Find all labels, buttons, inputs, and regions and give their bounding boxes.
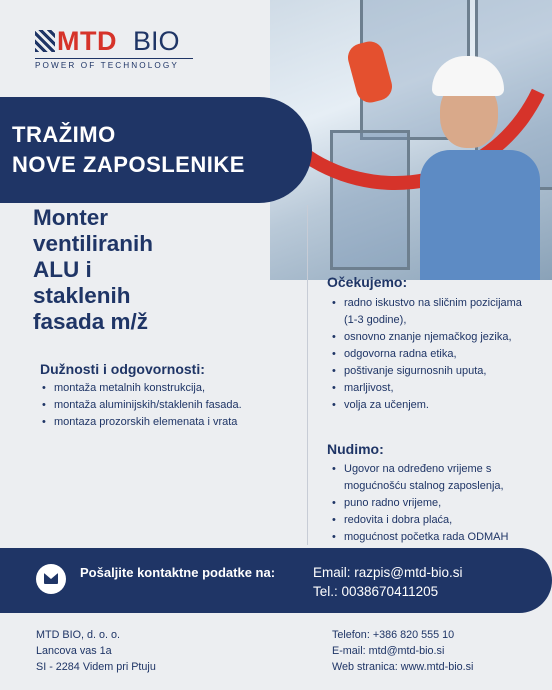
footer-street: Lancova vas 1a [36,645,112,657]
footer-telefon[interactable]: Telefon: +386 820 555 10 [332,629,455,641]
list-item: • montaža aluminijskih/staklenih fasada. [42,397,302,414]
company-logo [35,28,195,72]
expect-title: Očekujemo: [327,274,408,290]
logo-mtd-text: MTD [57,26,117,56]
worker-photo [270,0,552,280]
list-item: • volja za učenjem. [332,397,522,414]
job-title: Monter ventiliranih ALU i staklenih fasada m/ž [33,205,154,334]
contact-email[interactable]: Email: razpis@mtd-bio.si [313,565,463,580]
contact-label: Pošaljite kontaktne podatke na: [80,565,276,580]
list-item: • montaža metalnih konstrukcija, [42,380,302,397]
contact-phone[interactable]: Tel.: 0038670411205 [313,584,439,599]
footer-city: SI - 2284 Videm pri Ptuju [36,661,156,673]
footer-email[interactable]: E-mail: mtd@mtd-bio.si [332,645,445,657]
list-item: • osnovno znanje njemačkog jezika, [332,329,522,346]
list-item: • redovita i dobra plaća, [332,512,532,529]
list-item: • puno radno vrijeme, [332,495,532,512]
column-divider [307,205,308,545]
list-item: • marljivost, [332,380,522,397]
logo-tagline: POWER OF TECHNOLOGY [35,61,179,70]
list-item: • radno iskustvo na sličnim pozicijama (1-3 godine), [332,295,522,329]
offer-title: Nudimo: [327,441,384,457]
contact-bar [0,548,552,613]
logo-mark-icon [35,30,55,52]
footer-company: MTD BIO, d. o. o. [36,629,120,641]
logo-bio-text: BIO [133,26,180,56]
envelope-icon [44,573,58,584]
headline-banner [0,97,312,203]
duties-title: Dužnosti i odgovornosti: [40,361,205,377]
footer-address [36,627,156,675]
duties-list [42,380,302,431]
offer-list [332,461,532,546]
footer-web[interactable]: Web stranica: www.mtd-bio.si [332,661,474,673]
list-item: • Ugovor na određeno vrijeme s mogućnošću stalnog zaposlenja, [332,461,532,495]
expect-list [332,295,522,414]
list-item: • mogućnost početka rada ODMAH [332,529,532,546]
list-item: • montaza prozorskih elemenata i vrata [42,414,302,431]
list-item: • poštivanje sigurnosnih uputa, [332,363,522,380]
list-item: • odgovorna radna etika, [332,346,522,363]
footer-contacts [332,627,473,675]
headline-line-2: NOVE ZAPOSLENIKE [12,152,245,177]
headline-line-1: TRAŽIMO [12,122,116,147]
